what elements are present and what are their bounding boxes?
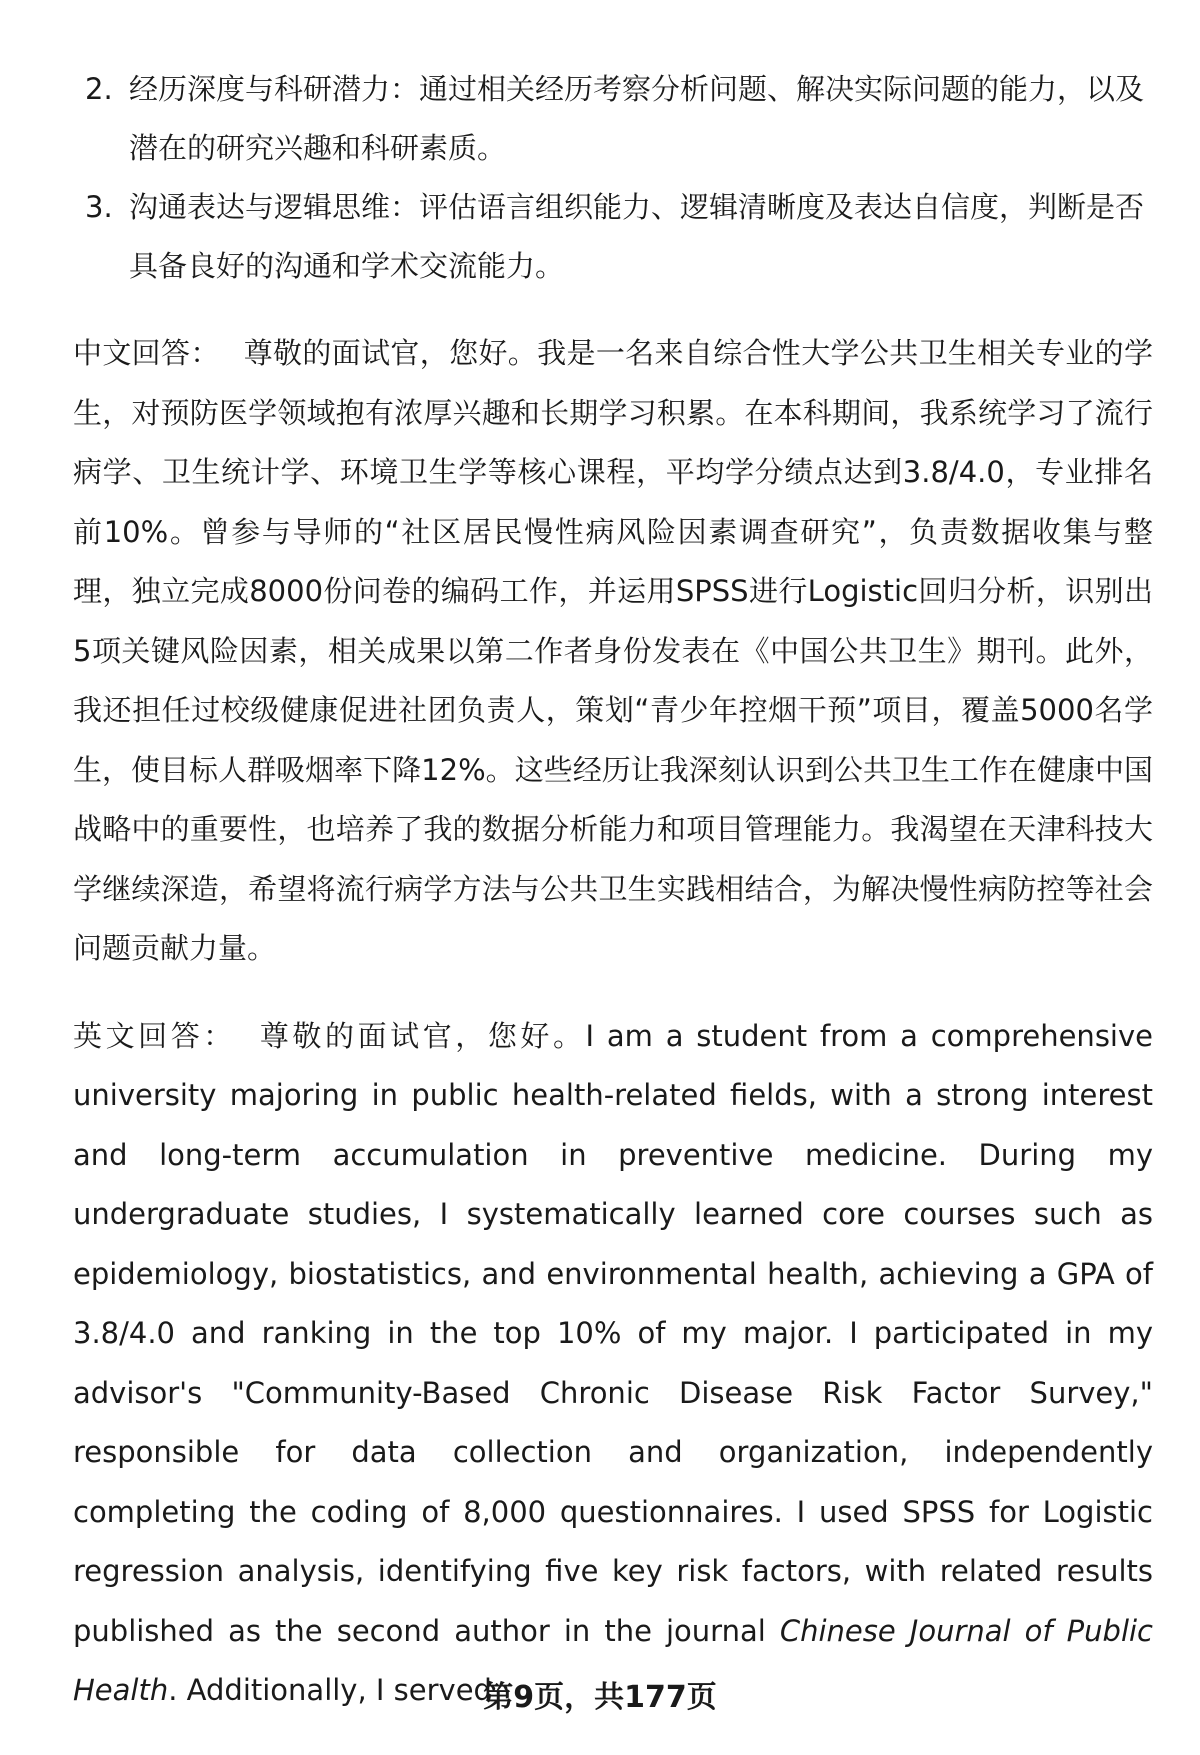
english-answer-text: 尊敬的面试官，您好。I am a student from a comprehensive university majoring in public health-related fields, with a strong interest and long-term accumulation in preventive medicine. During my undergraduate studies, I systematically learned core courses such as epidemiology, biostatistics, and environmental health, achieving a GPA of 3.8/4.0 and ranking in the top 10% of my major. I participated in my advisor's "Community-Based Chronic Disease Risk Factor Survey," responsible for data collection and organization, independently completing the coding of 8,000 questionnaires. I used SPSS for Logistic regression analysis, identifying five key risk factors, with related results published as the second author in the journal xyxy=(73,1018,1153,1648)
journal-title: Chinese Journal of Public Health xyxy=(73,1613,1154,1707)
page-content xyxy=(73,60,1153,1721)
list-item-text: 沟通表达与逻辑思维：评估语言组织能力、逻辑清晰度及表达自信度，判断是否具备良好的沟通和学术交流能力。 xyxy=(129,190,1145,283)
chinese-answer-text: 尊敬的面试官，您好。我是一名来自综合性大学公共卫生相关专业的学生，对预防医学领域抱有浓厚兴趣和长期学习积累。在本科期间，我系统学习了流行病学、卫生统计学、环境卫生学等核心课程，平均学分绩点达到3.8/4.0，专业排名前10%。曾参与导师的“社区居民慢性病风险因素调查研究”，负责数据收集与整理，独立完成8000份问卷的编码工作，并运用SPSS进行Logistic回归分析，识别出5项关键风险因素，相关成果以第二作者身份发表在《中国公共卫生》期刊。此外，我还担任过校级健康促进社团负责人，策划“青少年控烟干预”项目，覆盖5000名学生，使目标人群吸烟率下降12%。这些经历让我深刻认识到公共卫生工作在健康中国战略中的重要性，也培养了我的数据分析能力和项目管理能力。我渴望在天津科技大学继续深造，希望将流行病学方法与公共卫生实践相结合，为解决慢性病防控等社会问题贡献力量。 xyxy=(73,336,1153,965)
list-item-text: 经历深度与科研潜力：通过相关经历考察分析问题、解决实际问题的能力，以及潜在的研究兴趣和科研素质。 xyxy=(129,72,1145,165)
list-item xyxy=(73,178,1153,296)
criteria-list xyxy=(73,60,1153,296)
chinese-answer-paragraph xyxy=(73,324,1153,979)
english-answer-label: 英文回答： xyxy=(73,1018,236,1053)
english-answer-text-continued: . Additionally, I served xyxy=(168,1673,492,1707)
english-answer-paragraph xyxy=(73,1007,1153,1721)
list-item-number: 3. xyxy=(85,190,113,224)
list-item-number: 2. xyxy=(85,72,113,106)
page-number-footer: 第9页，共177页 xyxy=(483,1680,717,1715)
chinese-answer-label: 中文回答： xyxy=(73,336,220,370)
list-item xyxy=(73,60,1153,178)
